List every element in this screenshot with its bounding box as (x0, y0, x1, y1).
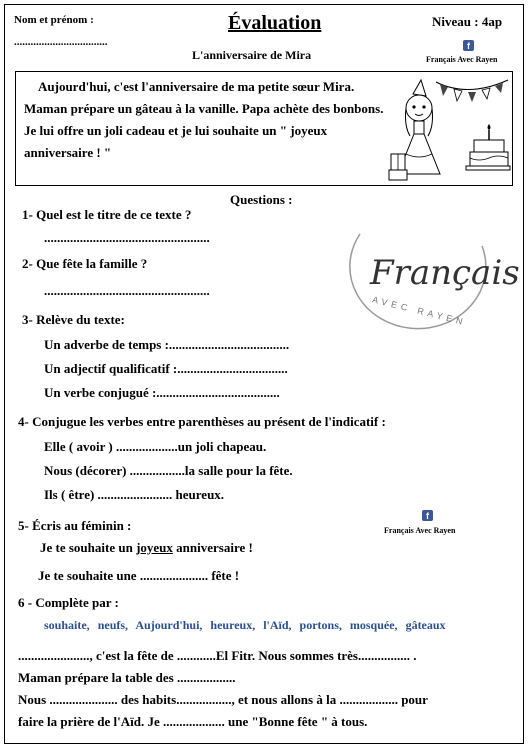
story-box (15, 71, 513, 186)
page-title: Évaluation (228, 12, 322, 34)
q5-sentence-1-start: Je te souhaite un (40, 540, 137, 555)
q1-label: 1- Quel est le titre de ce texte ? (22, 207, 192, 222)
facebook-icon: f (463, 36, 474, 54)
name-label: Nom et prénom : (14, 14, 94, 26)
q1-answer-blank: ................................................... (44, 230, 210, 245)
brand-label: Français Avec Rayen (426, 55, 498, 64)
brand-label: Français Avec Rayen (384, 526, 456, 535)
word-bank-item: gâteaux (405, 618, 446, 632)
q5-sentence-1-end: anniversaire ! (172, 540, 253, 555)
name-blank: .................................. (14, 36, 108, 48)
level-label: Niveau : 4ap (432, 14, 503, 29)
q6-text-line: faire la prière de l'Aïd. Je ................... une "Bonne fête " à tous. (18, 714, 368, 729)
q2-answer-blank: ................................................... (44, 283, 210, 298)
q5-sentence-2: Je te souhaite une ..................... fête ! (38, 568, 240, 583)
q6-text-line: Maman prépare la table des .................. (18, 670, 236, 685)
q6-text-line: Nous ..................... des habits................., et nous allons à la .................. pour (18, 692, 428, 707)
q2-label: 2- Que fête la famille ? (22, 256, 148, 271)
q3-label: 3- Relève du texte: (22, 312, 125, 327)
word-bank-item: Aujourd'hui, (135, 618, 203, 632)
q3-item: Un adverbe de temps :..................................... (44, 337, 290, 352)
birthday-girl-illustration (388, 74, 510, 182)
q6-label: 6 - Complète par : (18, 595, 119, 610)
facebook-icon: f (422, 506, 433, 524)
logo-sub-text: AVEC RAYEN (371, 294, 468, 328)
q6-text-line: ......................, c'est la fête de ............El Fitr. Nous sommes très................ . (18, 648, 417, 663)
q4-label: 4- Conjugue les verbes entre parenthèses au présent de l'indicatif : (18, 414, 386, 429)
word-bank-item: neufs, (97, 618, 129, 632)
q6-word-bank (44, 618, 451, 633)
q4-item: Nous (décorer) .................la salle pour la fête. (44, 463, 293, 478)
page-subtitle: L'anniversaire de Mira (192, 48, 312, 62)
q5-sentence-1 (40, 540, 253, 556)
q5-underlined-word: joyeux (136, 540, 173, 555)
word-bank-item: souhaite, (44, 618, 90, 632)
q5-label: 5- Écris au féminin : (18, 518, 132, 533)
francais-avec-rayen-logo (332, 206, 520, 346)
word-bank-item: heureux, (210, 618, 256, 632)
q3-item: Un verbe conjugué :...................................... (44, 385, 280, 400)
word-bank-item: mosquée, (349, 618, 398, 632)
questions-title: Questions : (230, 192, 293, 207)
logo-main-text: Français (370, 253, 520, 293)
word-bank-item: portons, (299, 618, 342, 632)
q4-item: Elle ( avoir ) ...................un joli chapeau. (44, 439, 267, 454)
q4-item: Ils ( être) ....................... heureux. (44, 487, 225, 502)
q3-item: Un adjectif qualificatif :.................................. (44, 361, 288, 376)
story-text: Aujourd'hui, c'est l'anniversaire de ma petite sœur Mira. Maman prépare un gâteau à la vanille. Papa achète des bonbons. Je lui offre un joli cadeau et je lui souhaite un " joyeux anniversaire ! " (24, 79, 384, 160)
word-bank-item: l'Aïd, (263, 618, 292, 632)
